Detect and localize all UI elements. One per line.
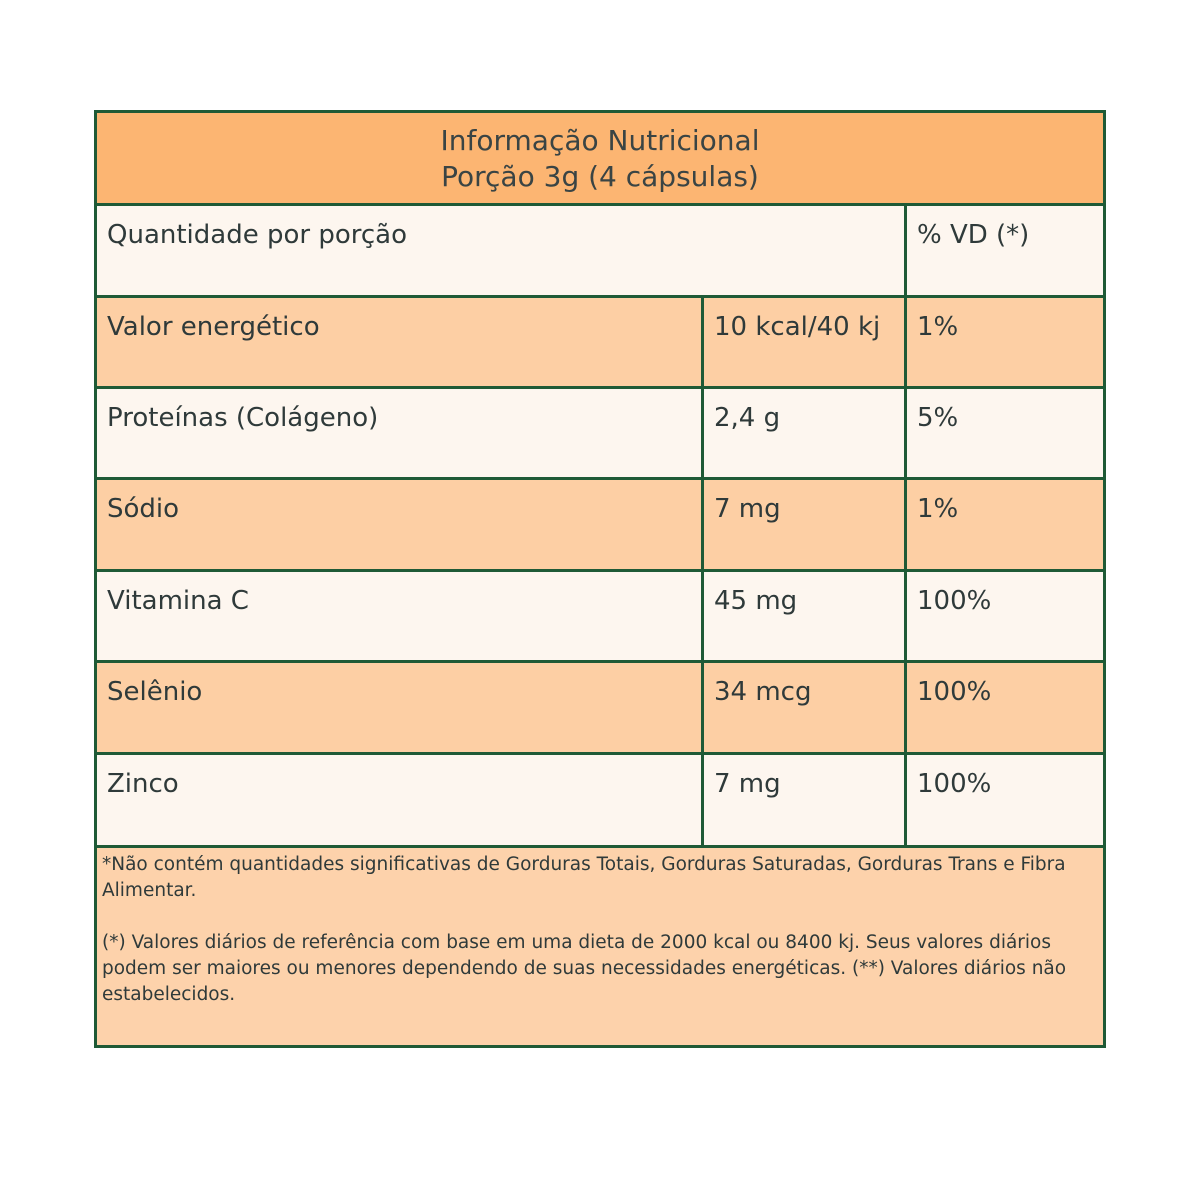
table-title [97,113,1103,206]
table-row [97,663,1103,755]
nutrient-amount: 45 mg [701,572,904,660]
serving-size: Porção 3g (4 cápsulas) [441,160,759,193]
footnote-not-significant: *Não contém quantidades significativas de Gorduras Totais, Gorduras Saturadas, Gorduras Trans e Fibra Alimentar. [102,854,1066,901]
nutrient-amount: 34 mcg [701,663,904,752]
nutrient-daily-value: 1% [904,298,1103,386]
nutrition-facts-table [94,110,1106,1048]
nutrient-name: Vitamina C [107,586,249,616]
nutrient-daily-value: 100% [904,663,1103,752]
footnotes [97,848,1103,1045]
nutrient-name: Proteínas (Colágeno) [107,403,379,433]
quantity-per-serving-label: Quantidade por porção [107,220,408,250]
header-row [97,206,1103,298]
nutrient-name: Sódio [107,494,180,524]
table-row [97,755,1103,848]
nutrient-amount: 7 mg [701,480,904,569]
nutrient-name: Valor energético [107,312,320,342]
nutrient-daily-value: 100% [904,755,1103,845]
nutrient-daily-value: 5% [904,389,1103,477]
table-row [97,389,1103,480]
nutrient-name: Selênio [107,677,203,707]
nutrient-amount: 10 kcal/40 kj [701,298,904,386]
nutrient-name: Zinco [107,769,179,799]
daily-value-label: % VD (*) [904,206,1103,295]
nutrient-daily-value: 1% [904,480,1103,569]
table-row [97,572,1103,663]
nutrient-amount: 7 mg [701,755,904,845]
table-row [97,298,1103,389]
title-line-1: Informação Nutricional [440,124,760,157]
footnote-daily-values: (*) Valores diários de referência com base em uma dieta de 2000 kcal ou 8400 kj. Seus valores diários podem ser maiores ou menores dependendo de suas necessidades energéticas. (**) Valores diários não estabelecidos. [102,932,1067,1005]
nutrient-amount: 2,4 g [701,389,904,477]
table-row [97,480,1103,572]
nutrient-daily-value: 100% [904,572,1103,660]
